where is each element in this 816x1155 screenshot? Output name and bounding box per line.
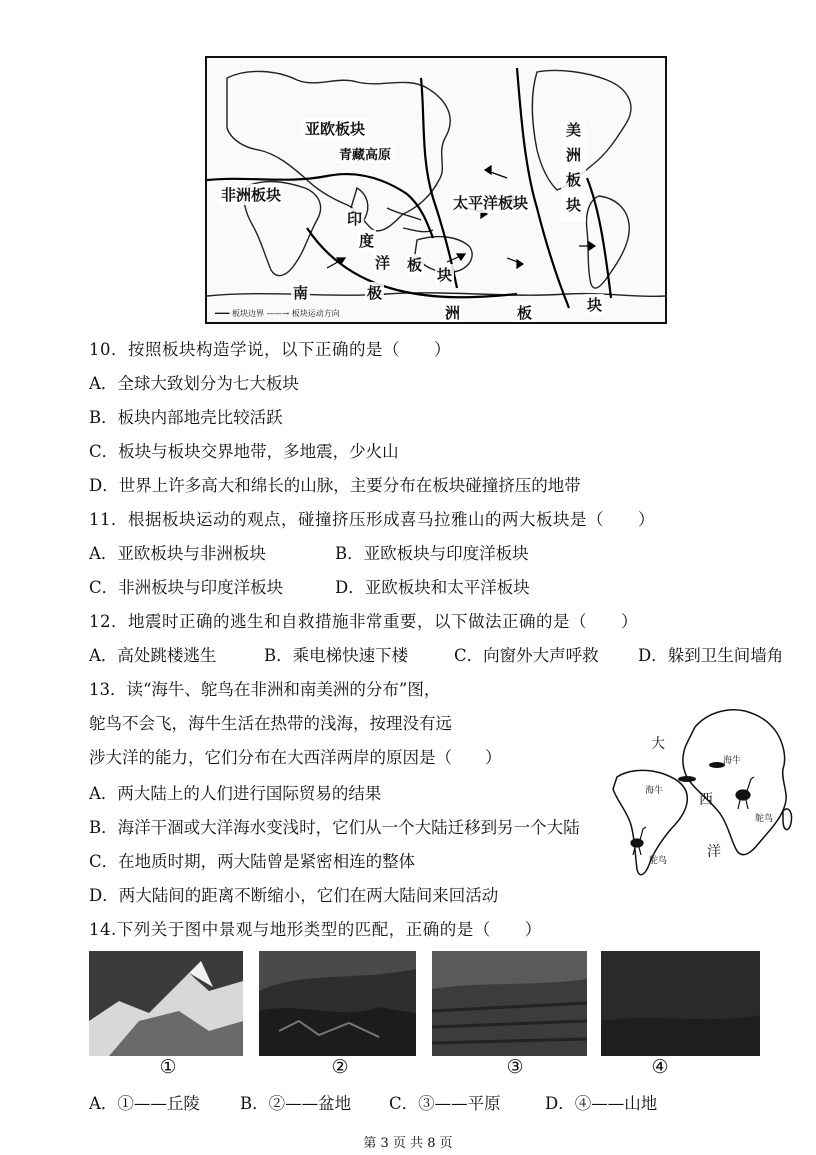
- landscape-photo-4: [601, 951, 760, 1056]
- q13-option-c: C．在地质时期，两大陆曾是紧密相连的整体: [89, 852, 416, 871]
- q10-stem: 10．按照板块构造学说，以下正确的是（ ）: [89, 340, 451, 359]
- plate-tectonics-map: [205, 56, 667, 324]
- q13-option-a: A．两大陆上的人们进行国际贸易的结果: [89, 784, 382, 803]
- ocean-label-1: 大: [651, 736, 665, 752]
- q10-option-c: C．板块与板块交界地带，多地震，少火山: [89, 442, 399, 461]
- african-plate-label: 非洲板块: [221, 186, 282, 204]
- q11-option-b: B．亚欧板块与印度洋板块: [335, 544, 529, 563]
- antarctic-plate-label-3: 洲: [445, 304, 461, 322]
- american-plate-label: 美洲板块: [561, 122, 586, 222]
- landscape-photo-2: [259, 951, 416, 1056]
- q14-option-c: C．③——平原: [389, 1094, 501, 1113]
- antarctic-plate-label-1: 南: [293, 284, 309, 302]
- indian-plate-label-4: 板: [407, 256, 423, 274]
- page-footer: 第 3 页 共 8 页: [363, 1136, 453, 1151]
- legend-arrow-icon: ——→: [266, 309, 292, 318]
- africa-south-america-map: [603, 703, 803, 883]
- q13-stem-line-3: 涉大洋的能力，它们分布在大西洋两岸的原因是（ ）: [89, 748, 502, 767]
- photo-label-4: ④: [651, 1056, 669, 1078]
- ocean-label-3: 洋: [707, 844, 721, 860]
- q14-option-d: D．④——山地: [545, 1094, 658, 1113]
- legend-boundary-line: ━━━: [215, 309, 232, 318]
- ostrich-africa-label: 鸵鸟: [755, 814, 774, 824]
- indian-plate-label-3: 洋: [375, 254, 391, 272]
- ostrich-sa-label: 鸵鸟: [649, 856, 668, 866]
- ocean-label-2: 西: [699, 792, 713, 808]
- antarctic-plate-label-4: 板: [517, 304, 533, 322]
- photo-label-1: ①: [159, 1056, 177, 1078]
- antarctic-plate-label-2: 极: [367, 284, 383, 302]
- q13-option-b: B．海洋干涸或大洋海水变浅时，它们从一个大陆迁移到另一个大陆: [89, 818, 580, 837]
- map-legend: [215, 308, 340, 319]
- q12-option-c: C．向窗外大声呼救: [454, 646, 599, 665]
- manatee-sa-label: 海牛: [645, 786, 664, 796]
- pacific-plate-label: 太平洋板块: [453, 194, 529, 212]
- legend-boundary-label: 板块边界: [232, 309, 264, 318]
- q10-option-b: B．板块内部地壳比较活跃: [89, 408, 283, 427]
- qinghai-tibet-label: 青藏高原: [337, 144, 393, 163]
- antarctic-plate-label-5: 块: [587, 296, 603, 314]
- landscape-photo-1: [89, 951, 243, 1056]
- q12-option-b: B．乘电梯快速下楼: [264, 646, 409, 665]
- legend-direction-label: 板块运动方向: [291, 309, 340, 318]
- landscape-photo-3: [432, 951, 587, 1056]
- q10-option-d: D．世界上许多高大和绵长的山脉，主要分布在板块碰撞挤压的地带: [89, 476, 581, 495]
- q14-option-b: B．②——盆地: [240, 1094, 352, 1113]
- q10-option-a: A．全球大致划分为七大板块: [89, 374, 299, 393]
- q12-option-d: D．躲到卫生间墙角: [638, 646, 784, 665]
- indian-plate-label-1: 印: [347, 210, 363, 228]
- q12-stem: 12．地震时正确的逃生和自救措施非常重要，以下做法正确的是（ ）: [89, 612, 638, 631]
- photo-label-2: ②: [331, 1056, 349, 1078]
- q11-option-a: A．亚欧板块与非洲板块: [89, 544, 266, 563]
- photo-label-3: ③: [506, 1056, 524, 1078]
- q13-stem-line-1: 13．读“海牛、鸵鸟在非洲和南美洲的分布”图，: [89, 680, 441, 699]
- q11-stem: 11．根据板块运动的观点，碰撞挤压形成喜马拉雅山的两大板块是（ ）: [89, 510, 655, 529]
- q14-option-a: A．①——丘陵: [89, 1094, 200, 1113]
- manatee-africa-label: 海牛: [723, 756, 742, 766]
- q11-option-d: D．亚欧板块和太平洋板块: [335, 578, 530, 597]
- q14-stem: 14.下列关于图中景观与地形类型的匹配，正确的是（ ）: [89, 920, 542, 939]
- q13-option-d: D．两大陆间的距离不断缩小，它们在两大陆间来回活动: [89, 886, 499, 905]
- eurasian-plate-label: 亚欧板块: [305, 120, 366, 138]
- q11-option-c: C．非洲板块与印度洋板块: [89, 578, 284, 597]
- indian-plate-label-5: 块: [437, 266, 453, 284]
- q13-stem-line-2: 鸵鸟不会飞，海牛生活在热带的浅海，按理没有远: [89, 714, 452, 733]
- indian-plate-label-2: 度: [359, 232, 375, 250]
- q12-option-a: A．高处跳楼逃生: [89, 646, 217, 665]
